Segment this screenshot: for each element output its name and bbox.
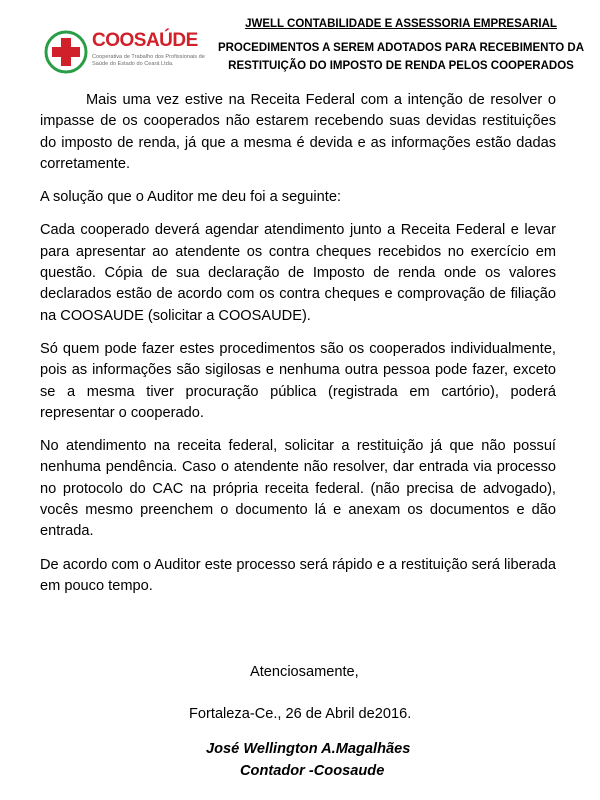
signer-name: José Wellington A.Magalhães bbox=[206, 741, 411, 757]
health-cross-icon bbox=[44, 30, 88, 74]
logo-name: COOSAÚDE bbox=[92, 30, 198, 51]
company-logo bbox=[44, 28, 214, 78]
signer-role: Contador -Coosaude bbox=[240, 763, 385, 779]
company-heading: JWELL CONTABILIDADE E ASSESSORIA EMPRESARIAL bbox=[245, 18, 557, 30]
paragraph-solution-lead: A solução que o Auditor me deu foi a seguinte: bbox=[40, 189, 342, 206]
paragraph-conclusion: De acordo com o Auditor este processo será rápido e a restituição será liberada em pouco tempo. bbox=[40, 556, 556, 594]
paragraph-intro: Mais uma vez estive na Receita Federal com a intenção de resolver o impasse de os cooperados não estarem recebendo suas devidas restituições do imposto de renda, já que a mesma é devida e as informações estão dadas corretamente. bbox=[40, 92, 556, 172]
place-date: Fortaleza-Ce., 26 de Abril de2016. bbox=[189, 706, 412, 722]
document-title-line-1: PROCEDIMENTOS A SEREM ADOTADOS PARA RECEBIMENTO DA bbox=[217, 42, 585, 54]
logo-tagline: Cooperativa de Trabalho dos Profissionais de Saúde do Estado do Ceará Ltda. bbox=[92, 54, 205, 67]
paragraph-procedure: No atendimento na receita federal, solicitar a restituição já que não possuí nenhuma pendência. Caso o atendente não resolver, dar entrada via processo no protocolo do CAC na própria receita federal. (não precisa de advogado), vocês mesmo preenchem o documento lá e anexam os documentos e dão entrada. bbox=[40, 438, 556, 540]
paragraph-individual: Só quem pode fazer estes procedimentos são os cooperados individualmente, pois as informações são sigilosas e nenhuma outra pessoa pode fazer, exceto se a mesma tiver procuração pública (registrada em cartório), poderá representar o cooperado. bbox=[40, 340, 556, 421]
letter-body bbox=[40, 90, 556, 609]
salutation: Atenciosamente, bbox=[250, 664, 359, 680]
paragraph-schedule: Cada cooperado deverá agendar atendimento junto a Receita Federal e levar para apresentar ao atendente os contra cheques recebidos no exercício em questão. Cópia de sua declaração de Imposto de renda onde os valores declarados estão de acordo com os contra cheques e comprovação de filiação na COOSAUDE (solicitar a COOSAUDE). bbox=[40, 222, 556, 324]
document-title-line-2: RESTITUIÇÃO DO IMPOSTO DE RENDA PELOS COOPERADOS bbox=[228, 60, 574, 72]
